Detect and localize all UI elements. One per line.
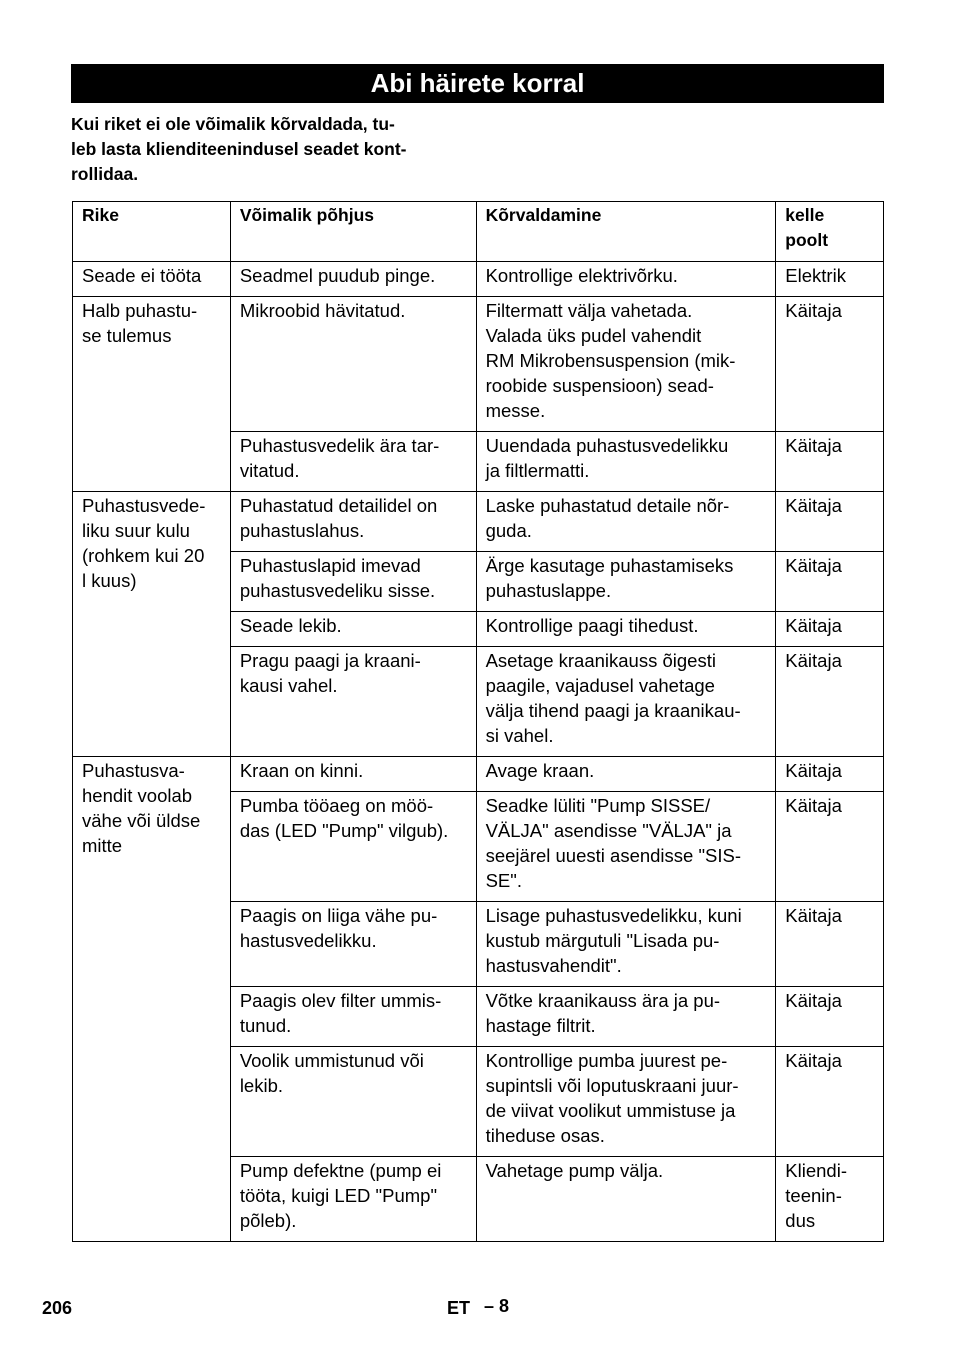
cause-line: Paagis olev filter ummis- (239, 990, 442, 1011)
remedy-line: si vahel. (485, 725, 554, 746)
who-cell (776, 552, 884, 612)
remedy-line: messe. (485, 400, 546, 421)
cause-cell (230, 792, 476, 902)
header-who-line: poolt (785, 230, 829, 250)
fault-line: l kuus) (82, 570, 137, 591)
who-cell (776, 612, 884, 647)
cause-cell (230, 1157, 476, 1242)
who-line: Käitaja (785, 795, 842, 816)
remedy-line: puhastuslappe. (485, 580, 612, 601)
remedy-line: Seadke lüliti "Pump SISSE/ (485, 795, 711, 816)
cause-cell (230, 612, 476, 647)
who-line: Käitaja (785, 615, 842, 636)
header-fault-line: Rike (82, 205, 119, 225)
fault-cell (73, 757, 231, 1242)
remedy-line: tiheduse osas. (485, 1125, 605, 1146)
intro-line: rollidaa. (71, 164, 139, 184)
remedy-line: Vahetage pump välja. (485, 1160, 664, 1181)
remedy-line: guda. (485, 520, 532, 541)
table-row (73, 492, 884, 552)
who-line: teenin- (785, 1185, 842, 1206)
remedy-cell (476, 1047, 776, 1157)
cause-line: kausi vahel. (239, 675, 338, 696)
remedy-line: välja tihend paagi ja kraanikau- (485, 700, 741, 721)
cause-line: Pragu paagi ja kraani- (239, 650, 421, 671)
remedy-cell (476, 552, 776, 612)
cause-cell (230, 262, 476, 297)
intro-line: Kui riket ei ole võimalik kõrvaldada, tu- (71, 114, 395, 134)
who-line: Käitaja (785, 495, 842, 516)
intro-note (71, 112, 471, 187)
who-line: dus (785, 1210, 816, 1231)
remedy-cell (476, 432, 776, 492)
cause-cell (230, 902, 476, 987)
table-row (73, 262, 884, 297)
who-cell (776, 647, 884, 757)
header-remedy (476, 202, 776, 262)
who-cell (776, 492, 884, 552)
who-line: Käitaja (785, 905, 842, 926)
who-line: Käitaja (785, 555, 842, 576)
table-row (73, 297, 884, 432)
remedy-cell (476, 902, 776, 987)
cause-line: Paagis on liiga vähe pu- (239, 905, 438, 926)
header-who (776, 202, 884, 262)
remedy-line: Valada üks pudel vahendit (485, 325, 702, 346)
fault-line: Seade ei tööta (82, 265, 202, 286)
remedy-line: Lisage puhastusvedelikku, kuni (485, 905, 742, 926)
fault-line: hendit voolab (82, 785, 193, 806)
who-cell (776, 902, 884, 987)
who-cell (776, 987, 884, 1047)
fault-cell (73, 297, 231, 492)
remedy-line: Laske puhastatud detaile nõr- (485, 495, 730, 516)
fault-cell (73, 492, 231, 757)
who-cell (776, 757, 884, 792)
cause-line: tööta, kuigi LED "Pump" (239, 1185, 438, 1206)
language-code: ET (447, 1298, 471, 1318)
header-who-line: kelle (785, 205, 825, 225)
remedy-line: Kontrollige paagi tihedust. (485, 615, 699, 636)
cause-line: Puhastatud detailidel on (239, 495, 438, 516)
who-line: Käitaja (785, 300, 842, 321)
cause-line: Kraan on kinni. (239, 760, 364, 781)
remedy-line: Filtermatt välja vahetada. (485, 300, 693, 321)
remedy-line: Kontrollige pumba juurest pe- (485, 1050, 728, 1071)
remedy-cell (476, 297, 776, 432)
remedy-line: roobide suspensioon) sead- (485, 375, 714, 396)
who-line: Kliendi- (785, 1160, 847, 1181)
who-cell (776, 262, 884, 297)
remedy-line: paagile, vajadusel vahetage (485, 675, 715, 696)
fault-line: Puhastusva- (82, 760, 185, 781)
remedy-line: de viivat voolikut ummistuse ja (485, 1100, 736, 1121)
cause-line: puhastusvedeliku sisse. (239, 580, 436, 601)
header-remedy-line: Kõrvaldamine (485, 205, 602, 225)
cause-line: hastusvedelikku. (239, 930, 377, 951)
cause-line: tunud. (239, 1015, 292, 1036)
cause-line: Pumba tööaeg on möö- (239, 795, 434, 816)
remedy-cell (476, 262, 776, 297)
fault-cell (73, 262, 231, 297)
table-row (73, 757, 884, 792)
remedy-line: Avage kraan. (485, 760, 595, 781)
cause-line: Seade lekib. (239, 615, 342, 636)
cause-cell (230, 492, 476, 552)
remedy-line: Uuendada puhastusvedelikku (485, 435, 729, 456)
cause-cell (230, 987, 476, 1047)
fault-line: mitte (82, 835, 123, 856)
remedy-line: seejärel uuesti asendisse "SIS- (485, 845, 742, 866)
remedy-line: Kontrollige elektrivõrku. (485, 265, 678, 286)
fault-line: vähe või üldse (82, 810, 201, 831)
cause-line: põleb). (239, 1210, 297, 1231)
cause-line: Seadmel puudub pinge. (239, 265, 436, 286)
who-line: Elektrik (785, 265, 846, 286)
cause-cell (230, 647, 476, 757)
remedy-cell (476, 792, 776, 902)
who-cell (776, 432, 884, 492)
who-cell (776, 1157, 884, 1242)
remedy-line: VÄLJA" asendisse "VÄLJA" ja (485, 820, 732, 841)
remedy-cell (476, 1157, 776, 1242)
remedy-cell (476, 612, 776, 647)
remedy-line: ja filtlermatti. (485, 460, 590, 481)
who-line: Käitaja (785, 990, 842, 1011)
cause-line: Puhastusvedelik ära tar- (239, 435, 440, 456)
cause-line: das (LED "Pump" vilgub). (239, 820, 449, 841)
cause-cell (230, 757, 476, 792)
who-line: Käitaja (785, 1050, 842, 1071)
header-cause (230, 202, 476, 262)
cause-line: Puhastuslapid imevad (239, 555, 421, 576)
fault-line: liku suur kulu (82, 520, 190, 541)
who-cell (776, 792, 884, 902)
cause-cell (230, 297, 476, 432)
cause-line: puhastuslahus. (239, 520, 365, 541)
who-line: Käitaja (785, 650, 842, 671)
remedy-line: Võtke kraanikauss ära ja pu- (485, 990, 721, 1011)
table-header-row (73, 202, 884, 262)
who-line: Käitaja (785, 760, 842, 781)
fault-line: Halb puhastu- (82, 300, 198, 321)
remedy-line: Asetage kraanikauss õigesti (485, 650, 716, 671)
remedy-line: SE". (485, 870, 522, 891)
remedy-cell (476, 757, 776, 792)
cause-cell (230, 1047, 476, 1157)
remedy-line: RM Mikrobensuspension (mik- (485, 350, 736, 371)
remedy-cell (476, 987, 776, 1047)
cause-cell (230, 432, 476, 492)
fault-line: Puhastusvede- (82, 495, 206, 516)
fault-line: (rohkem kui 20 (82, 545, 205, 566)
who-line: Käitaja (785, 435, 842, 456)
cause-line: Mikroobid hävitatud. (239, 300, 406, 321)
cause-line: vitatud. (239, 460, 300, 481)
section-page: – 8 (484, 1296, 510, 1316)
who-cell (776, 297, 884, 432)
remedy-cell (476, 492, 776, 552)
cause-line: Pump defektne (pump ei (239, 1160, 442, 1181)
who-cell (776, 1047, 884, 1157)
page-number: 206 (42, 1298, 73, 1318)
cause-line: Voolik ummistunud või (239, 1050, 424, 1071)
remedy-cell (476, 647, 776, 757)
cause-line: lekib. (239, 1075, 284, 1096)
remedy-line: supintsli või loputuskraani juur- (485, 1075, 739, 1096)
header-cause-line: Võimalik põhjus (239, 205, 375, 225)
troubleshooting-table (72, 201, 884, 1242)
remedy-line: kustub märgutuli "Lisada pu- (485, 930, 720, 951)
remedy-line: hastusvahendit". (485, 955, 622, 976)
header-fault (73, 202, 231, 262)
fault-line: se tulemus (82, 325, 172, 346)
page-title-text: Abi häirete korral (370, 68, 585, 98)
intro-line: leb lasta klienditeenindusel seadet kont- (71, 139, 407, 159)
remedy-line: hastage filtrit. (485, 1015, 596, 1036)
cause-cell (230, 552, 476, 612)
remedy-line: Ärge kasutage puhastamiseks (485, 555, 734, 576)
page-title (71, 64, 884, 103)
table-body (73, 262, 884, 1242)
